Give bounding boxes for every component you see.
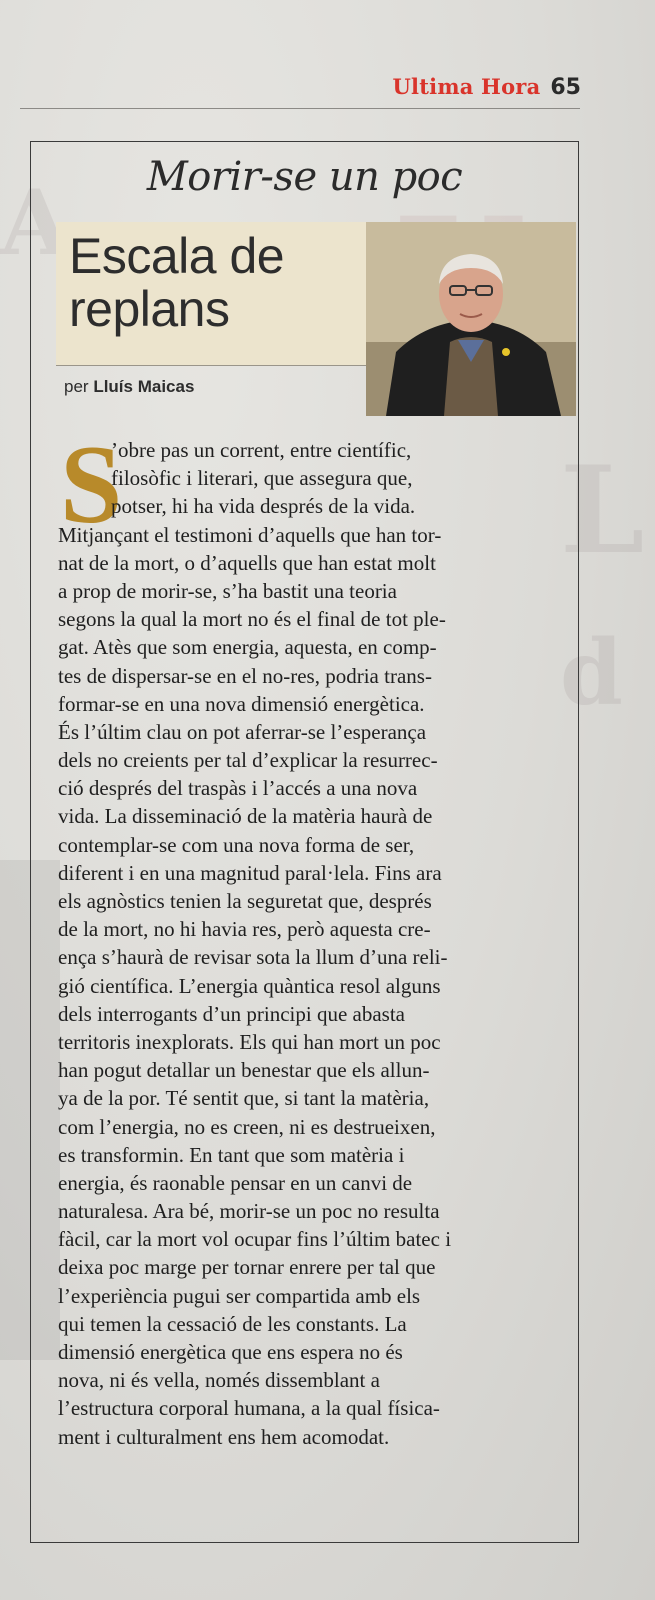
article-line: potser, hi ha vida després de la vida. [111, 494, 416, 519]
article-line: nat de la mort, o d’aquells que han estat molt [58, 550, 436, 575]
article-line: qui temen la cessació de les constants. La [58, 1311, 407, 1336]
article-line: ment i culturalment ens hem acomodat. [58, 1424, 390, 1449]
column-name [69, 230, 284, 336]
drop-cap: S [60, 423, 123, 547]
column-name-line-2: replans [69, 281, 230, 337]
article-line: naturalesa. Ara bé, morir-se un poc no resulta [58, 1199, 440, 1224]
byline [64, 377, 194, 397]
article-line: segons la qual la mort no és el final de tot ple- [58, 607, 446, 632]
article-line: fàcil, car la mort vol ocupar fins l’últim batec i [58, 1227, 452, 1252]
article-line: deixa poc marge per tornar enrere per tal que [58, 1255, 436, 1280]
article-line: nova, ni és vella, només dissemblant a [58, 1368, 380, 1393]
article-line: filosòfic i literari, que assegura que, [111, 466, 413, 491]
bleed-through-text: d [560, 620, 623, 726]
page-number: 65 [550, 75, 581, 100]
article-line: territoris inexplorats. Els qui han mort un poc [58, 1029, 441, 1054]
article-line: gió científica. L’energia quàntica resol alguns [58, 973, 441, 998]
article-line: ’obre pas un corrent, entre científic, [111, 438, 412, 462]
article-line: a prop de morir-se, s’ha bastit una teoria [58, 578, 397, 603]
author-portrait-image [366, 222, 576, 416]
header-rule [20, 108, 580, 109]
article-line: han pogut detallar un benestar que els allun- [58, 1058, 430, 1083]
author-photo [366, 222, 576, 416]
article-line: com l’energia, no es creen, ni es destrueixen, [58, 1114, 436, 1139]
article-line: ció després del traspàs i l’accés a una nova [58, 776, 418, 801]
byline-prefix: per [64, 377, 89, 396]
article-line: dels interrogants d’un principi que abasta [58, 1001, 405, 1026]
article-line: dimensió energètica que ens espera no és [58, 1340, 403, 1364]
byline-author: Lluís Maicas [93, 377, 195, 396]
article-line: contemplar-se com una nova forma de ser, [58, 832, 415, 857]
bleed-through-text: L [560, 440, 645, 581]
page-header [393, 74, 581, 100]
article-line: energia, és raonable pensar en un canvi de [58, 1170, 413, 1195]
article-line: dels no creients per tal d’explicar la resurrec- [58, 748, 438, 773]
article-line: Mitjançant el testimoni d’aquells que han tor- [58, 522, 442, 547]
article-line: És l’últim clau on pot aferrar-se l’esperança [58, 719, 427, 744]
column-name-line-1: Escala de [69, 228, 285, 284]
article-line: vida. La disseminació de la matèria haurà de [58, 804, 433, 829]
article-line: formar-se en una nova dimensió energètica. [58, 691, 425, 716]
article-line: l’experiència pugui ser compartida amb els [58, 1283, 421, 1308]
article-line: de la mort, no hi havia res, però aquesta cre- [58, 917, 431, 942]
bleed-through-text: A [0, 170, 70, 276]
article-line: diferent i en una magnitud paral·lela. Fins ara [58, 860, 442, 885]
article-line: ença s’haurà de revisar sota la llum d’una reli- [58, 945, 448, 970]
article-title: Morir-se un poc [146, 154, 463, 200]
article-line: ya de la por. Té sentit que, si tant la matèria, [58, 1086, 430, 1111]
article-body [58, 423, 568, 1451]
article-line: els agnòstics tenien la seguretat que, després [58, 889, 432, 913]
article-line: l’estructura corporal humana, a la qual física- [58, 1396, 440, 1421]
article-line: tes de dispersar-se en el no-res, podria trans- [58, 663, 432, 688]
article-line: gat. Atès que som energia, aquesta, en comp- [58, 635, 437, 660]
article-line: es transformin. En tant que som matèria i [58, 1142, 405, 1167]
newspaper-brand: Ultima Hora [392, 74, 541, 99]
